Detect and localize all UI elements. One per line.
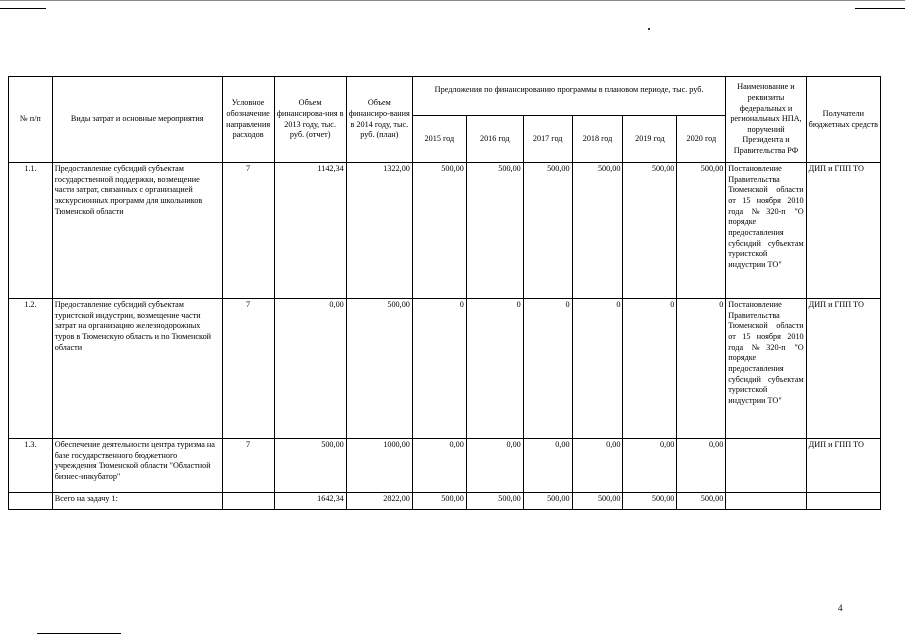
row-volume-2013: 500,00 (274, 439, 346, 493)
row-year-value: 0 (466, 299, 523, 439)
row-npa (726, 439, 806, 493)
header-volume-2013: Объем финансирова-ния в 2013 году, тыс. руб. (отчет) (274, 77, 346, 163)
row-year-value: 0,00 (466, 439, 523, 493)
total-volume-2014: 2822,00 (346, 493, 412, 510)
total-year-value: 500,00 (677, 493, 726, 510)
total-row (9, 493, 881, 510)
header-kinds: Виды затрат и основные мероприятия (52, 77, 222, 163)
row-year-value: 500,00 (572, 163, 623, 299)
total-year-value: 500,00 (572, 493, 623, 510)
header-proposals: Предложения по финансированию программы в плановом периоде, тыс. руб. (412, 77, 725, 116)
row-num: 1.1. (9, 163, 53, 299)
header-npa: Наименование и реквизиты федеральных и региональных НПА, поручений Президента и Правительства РФ (726, 77, 806, 163)
header-code: Условное обозначение направления расходов (222, 77, 274, 163)
total-year-value: 500,00 (523, 493, 572, 510)
row-num: 1.3. (9, 439, 53, 493)
row-year-value: 0 (412, 299, 466, 439)
row-year-value: 0 (677, 299, 726, 439)
row-year-value: 500,00 (677, 163, 726, 299)
financing-table (8, 76, 881, 510)
row-volume-2014: 1322,00 (346, 163, 412, 299)
row-year-value: 500,00 (523, 163, 572, 299)
row-recipient: ДИП и ГПП ТО (806, 163, 880, 299)
row-volume-2014: 1000,00 (346, 439, 412, 493)
row-recipient: ДИП и ГПП ТО (806, 439, 880, 493)
scan-edge-top (0, 0, 905, 1)
row-volume-2013: 0,00 (274, 299, 346, 439)
page-number: 4 (838, 603, 843, 613)
row-year-value: 0,00 (412, 439, 466, 493)
header-year: 2019 год (623, 116, 677, 163)
total-num-empty (9, 493, 53, 510)
row-year-value: 0 (572, 299, 623, 439)
row-year-value: 0 (523, 299, 572, 439)
header-row-1 (9, 77, 881, 116)
row-year-value: 500,00 (466, 163, 523, 299)
row-name: Предоставление субсидий субъектам государственной поддержки, возмещение части затрат, связанных с организацией экскурсионных программ для школьников Тюменской области (52, 163, 222, 299)
scan-mark-right (855, 8, 905, 9)
header-recipients: Получатели бюджетных средств (806, 77, 880, 163)
row-year-value: 0 (623, 299, 677, 439)
total-year-value: 500,00 (412, 493, 466, 510)
scan-speck (648, 28, 650, 30)
row-year-value: 0,00 (523, 439, 572, 493)
total-recipient-empty (806, 493, 880, 510)
header-year: 2015 год (412, 116, 466, 163)
header-volume-2014: Объем финансиро-вания в 2014 году, тыс. руб. (план) (346, 77, 412, 163)
header-year: 2016 год (466, 116, 523, 163)
row-year-value: 0,00 (677, 439, 726, 493)
table-row (9, 439, 881, 493)
table-row (9, 299, 881, 439)
row-code: 7 (222, 299, 274, 439)
total-year-value: 500,00 (466, 493, 523, 510)
header-year: 2018 год (572, 116, 623, 163)
row-num: 1.2. (9, 299, 53, 439)
row-code: 7 (222, 439, 274, 493)
row-year-value: 0,00 (623, 439, 677, 493)
total-year-value: 500,00 (623, 493, 677, 510)
total-npa-empty (726, 493, 806, 510)
row-code: 7 (222, 163, 274, 299)
header-num: № п/п (9, 77, 53, 163)
row-volume-2014: 500,00 (346, 299, 412, 439)
header-year: 2017 год (523, 116, 572, 163)
total-label: Всего на задачу 1: (52, 493, 222, 510)
table-row (9, 163, 881, 299)
header-year: 2020 год (677, 116, 726, 163)
row-year-value: 0,00 (572, 439, 623, 493)
footnote-rule (37, 633, 121, 634)
row-name: Обеспечение деятельности центра туризма на базе государственного бюджетного учреждения Тюменской области "Областной бизнес-инкубатор" (52, 439, 222, 493)
row-name: Предоставление субсидий субъектам туристской индустрии, возмещение части затрат на организацию железнодорожных туров в Тюменскую область и по Тюменской области (52, 299, 222, 439)
scan-mark-left (0, 8, 46, 9)
row-volume-2013: 1142,34 (274, 163, 346, 299)
row-recipient: ДИП и ГПП ТО (806, 299, 880, 439)
row-year-value: 500,00 (623, 163, 677, 299)
row-npa: Постановление Правительства Тюменской области от 15 ноября 2010 года №320-п "О порядке предоставления субсидий субъектам туристской индустрии ТО" (726, 299, 806, 439)
total-code-empty (222, 493, 274, 510)
row-npa: Постановление Правительства Тюменской области от 15 ноября 2010 года №320-п "О порядке предоставления субсидий субъектам туристской индустрии ТО" (726, 163, 806, 299)
total-volume-2013: 1642,34 (274, 493, 346, 510)
row-year-value: 500,00 (412, 163, 466, 299)
